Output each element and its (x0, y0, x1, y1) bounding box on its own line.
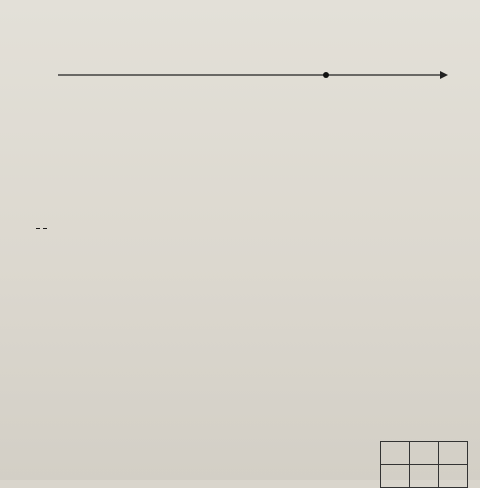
table-header-b (410, 442, 439, 465)
table-header-v (439, 442, 468, 465)
formula-row-1 (32, 452, 182, 469)
answer-cell-a[interactable] (381, 465, 410, 488)
table-header-a (381, 442, 410, 465)
formula-row-2 (32, 469, 182, 486)
answer-table (380, 441, 468, 488)
answer-cell-b[interactable] (410, 465, 439, 488)
answer-cell-v[interactable] (439, 465, 468, 488)
